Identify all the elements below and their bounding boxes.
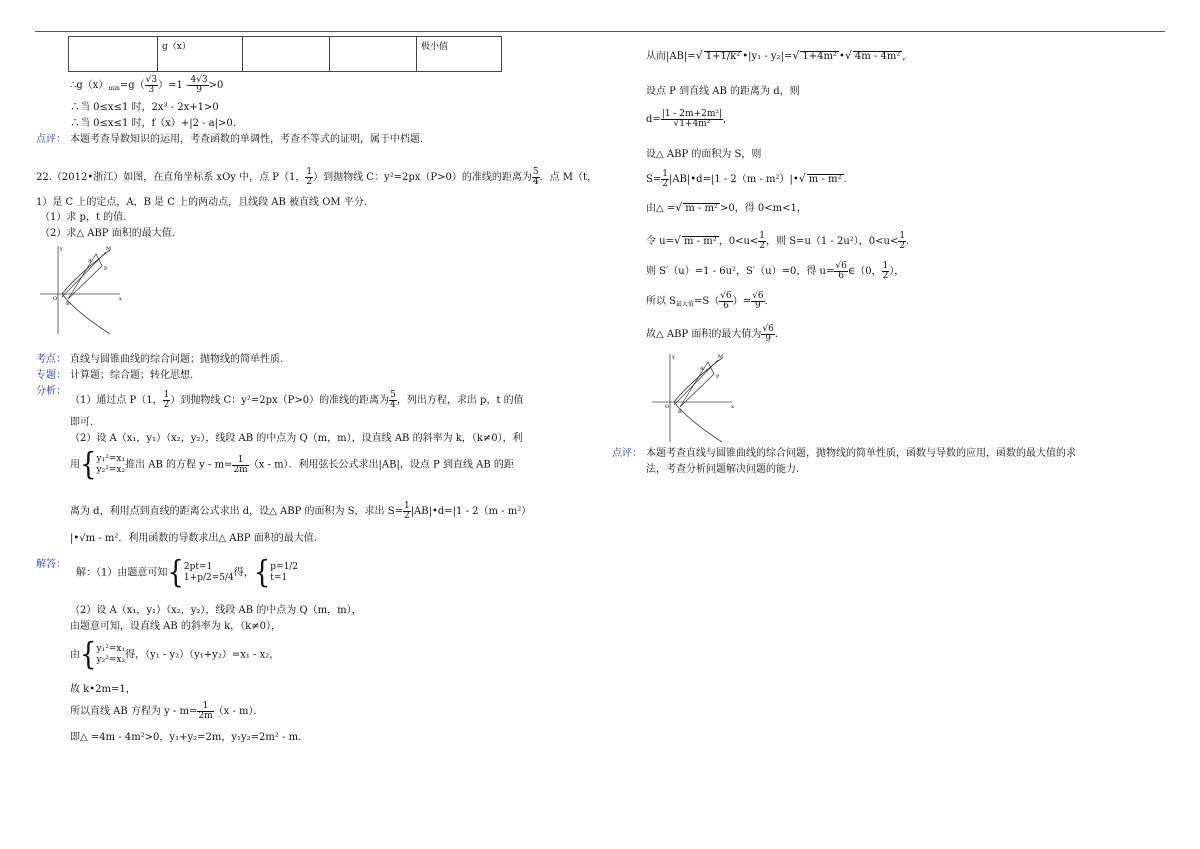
label-b: B bbox=[678, 409, 682, 415]
gmin-line: $\therefore g(x)_{min}=g$（ $\frac{√3}{3}$ ）=1 - $\frac{4√3}{9}$ >0 bbox=[70, 75, 224, 95]
conclusion-line: 故△ ABP 面积的最大值为 $\frac{√6}{9}$ . bbox=[646, 324, 779, 344]
monotonicity-table-fragment bbox=[68, 36, 502, 72]
jieda-line3: 由题意可知，设直线 AB 的斜率为 k，（k≠0）， bbox=[70, 621, 281, 632]
kaodian-text: 直线与圆锥曲线的综合问题；抛物线的简单性质. bbox=[70, 354, 284, 365]
zhuanti-text: 计算题；综合题；转化思想. bbox=[70, 370, 194, 381]
fenxi-line2: 即可. bbox=[70, 417, 94, 428]
top-rule bbox=[35, 31, 1165, 32]
comment-tag: 点评： bbox=[36, 134, 66, 145]
table-cell bbox=[69, 37, 158, 72]
label-m: M bbox=[106, 246, 112, 252]
jieda-line6: 所以直线 AB 方程为 y - m= $\frac{1}{2m}$ （x - m）． bbox=[70, 701, 264, 721]
table-cell bbox=[243, 37, 330, 72]
line-om bbox=[62, 252, 106, 297]
ab-length-line: 从而|AB|=√ 1+1/k² •|y₁ - y₂|=√ 1+4m² •√ 4m - 4m² , bbox=[646, 49, 906, 62]
question-22-line1: 22.（2012•浙江）如图，在直角坐标系 xOy 中，点 P（1， $\frac{1}{2}$ ）到抛物线 C：y²=2px（P>0）的准线的距离为 $\frac{5}{4}$ ．点 M（t， bbox=[36, 167, 598, 187]
pingyu-text-2: 法，考查分析问题解决问题的能力. bbox=[646, 464, 800, 475]
distance-intro: 设点 P 到直线 AB 的距离为 d，则 bbox=[646, 86, 800, 97]
label-y: y bbox=[60, 246, 63, 252]
question-22-part2: （2）求△ ABP 面积的最大值. bbox=[40, 228, 175, 239]
table-cell bbox=[330, 37, 417, 72]
fenxi-tag: 分析： bbox=[36, 386, 66, 397]
fenxi-line3: （2）设 A（x₁，y₁）（x₂，y₂），线段 AB 的中点为 Q（m，m），设直线 AB 的斜率为 k，（k≠0），利 bbox=[70, 433, 523, 444]
label-p: P bbox=[716, 374, 720, 380]
fenxi-line1: （1）通过点 P（1， $\frac{1}{2}$ ）到抛物线 C：y²=2px（P>0）的准线的距离为 $\frac{5}{4}$ ，列出方程，求出 p，t 的值 bbox=[70, 390, 524, 410]
question-22-line2: 1）是 C 上的定点，A，B 是 C 上的两动点，且线段 AB 被直线 OM 平分. bbox=[36, 197, 368, 208]
fenxi-line4: 用{y₁²=x₁ y₂²=x₂推出 AB 的方程 y - m= $\frac{1}{2m}$ （x - m）．利用弦长公式求出|AB|，设点 P 到直线 AB 的距 bbox=[70, 447, 514, 483]
jieda-tag: 解答： bbox=[36, 559, 66, 570]
parabola-figure-left bbox=[36, 242, 126, 338]
label-x: x bbox=[731, 404, 734, 410]
substitution-line: 令 u=√ m - m² ，0<u< $\frac{1}{2}$ ，则 S=u（1 - 2u²），0<u< $\frac{1}{2}$ . bbox=[646, 231, 910, 251]
fenxi-line6: |•√m - m²．利用函数的导数求出△ ABP 面积的最大值. bbox=[70, 533, 317, 544]
label-o: O bbox=[665, 404, 670, 410]
area-intro: 设△ ABP 的面积为 S，则 bbox=[646, 149, 762, 160]
label-b: B bbox=[66, 301, 70, 307]
jieda-line5: 故 k•2m=1， bbox=[70, 684, 136, 695]
table-cell-gx: g（x） bbox=[158, 37, 243, 72]
parabola-curve bbox=[62, 250, 110, 334]
parabola-figure-right bbox=[648, 350, 738, 446]
jieda-line2: （2）设 A（x₁，y₁）（x₂，y₂），线段 AB 的中点为 Q（m，m）， bbox=[70, 605, 362, 616]
label-y: y bbox=[672, 354, 675, 360]
label-m: M bbox=[718, 354, 724, 360]
ineq-line-2: ∴当 0≤x≤1 时，f（x）+|2 - a|>0. bbox=[70, 118, 236, 129]
parabola-curve bbox=[674, 358, 722, 442]
question-22-part1: （1）求 p，t 的值. bbox=[40, 212, 127, 223]
max-value-line: 所以 $S_{最大值}=S$（ $\frac{√6}{6}$ ）= $\frac{√6}{9}$ . bbox=[646, 291, 768, 311]
area-formula: S= $\frac{1}{2}$ |AB|•d=|1 - 2（m - m²）|•√ m - m² . bbox=[646, 169, 847, 189]
jieda-line1: 解：（1）由题意可知{2pt=1 1+p/2=5/4得，{p=1/2 t=1 bbox=[76, 555, 299, 591]
line-om bbox=[674, 360, 718, 405]
pingyu-text-1: 本题考查直线与圆锥曲线的综合问题，抛物线的简单性质，函数与导数的应用，函数的最大值的求 bbox=[646, 448, 1076, 459]
label-o: O bbox=[53, 296, 58, 302]
table-cell-min: 极小值 bbox=[417, 37, 502, 72]
pingyu-tag: 点评： bbox=[612, 448, 642, 459]
label-a: A bbox=[88, 258, 92, 264]
ineq-line-1: ∴当 0≤x≤1 时，2x³ - 2x+1>0 bbox=[70, 102, 219, 113]
label-a: A bbox=[700, 366, 704, 372]
jieda-line7: 即△ =4m - 4m²>0，y₁+y₂=2m，y₁y₂=2m² - m. bbox=[70, 732, 302, 743]
distance-formula: d= $\frac{\text{|1 - 2m+2m²|}}{\text{√1+4m²}}$ , bbox=[646, 109, 727, 129]
label-x: x bbox=[119, 296, 122, 302]
fenxi-line5: 离为 d，利用点到直线的距离公式求出 d，设△ ABP 的面积为 S，求出 S= $\frac{1}{2}$ |AB|•d=|1 - 2（m - m²） bbox=[70, 501, 532, 521]
kaodian-tag: 考点： bbox=[36, 354, 66, 365]
label-p: P bbox=[104, 266, 108, 272]
zhuanti-tag: 专题： bbox=[36, 370, 66, 381]
delta-line: 由△ =√ m - m² >0，得 0<m<1， bbox=[646, 201, 807, 214]
comment-text: 本题考查导数知识的运用，考查函数的单调性，考查不等式的证明，属于中档题. bbox=[70, 134, 424, 145]
derivative-line: 则 S′（u）=1 - 6u²，S′（u）=0，得 u= $\frac{√6}{6}$ ∈（0， $\frac{1}{2}$ ）， bbox=[646, 261, 905, 281]
jieda-line4: 由{y₁²=x₁ y₂²=x₂得，（y₁ - y₂）（y₁+y₂）=x₁ - x₂， bbox=[70, 637, 280, 673]
